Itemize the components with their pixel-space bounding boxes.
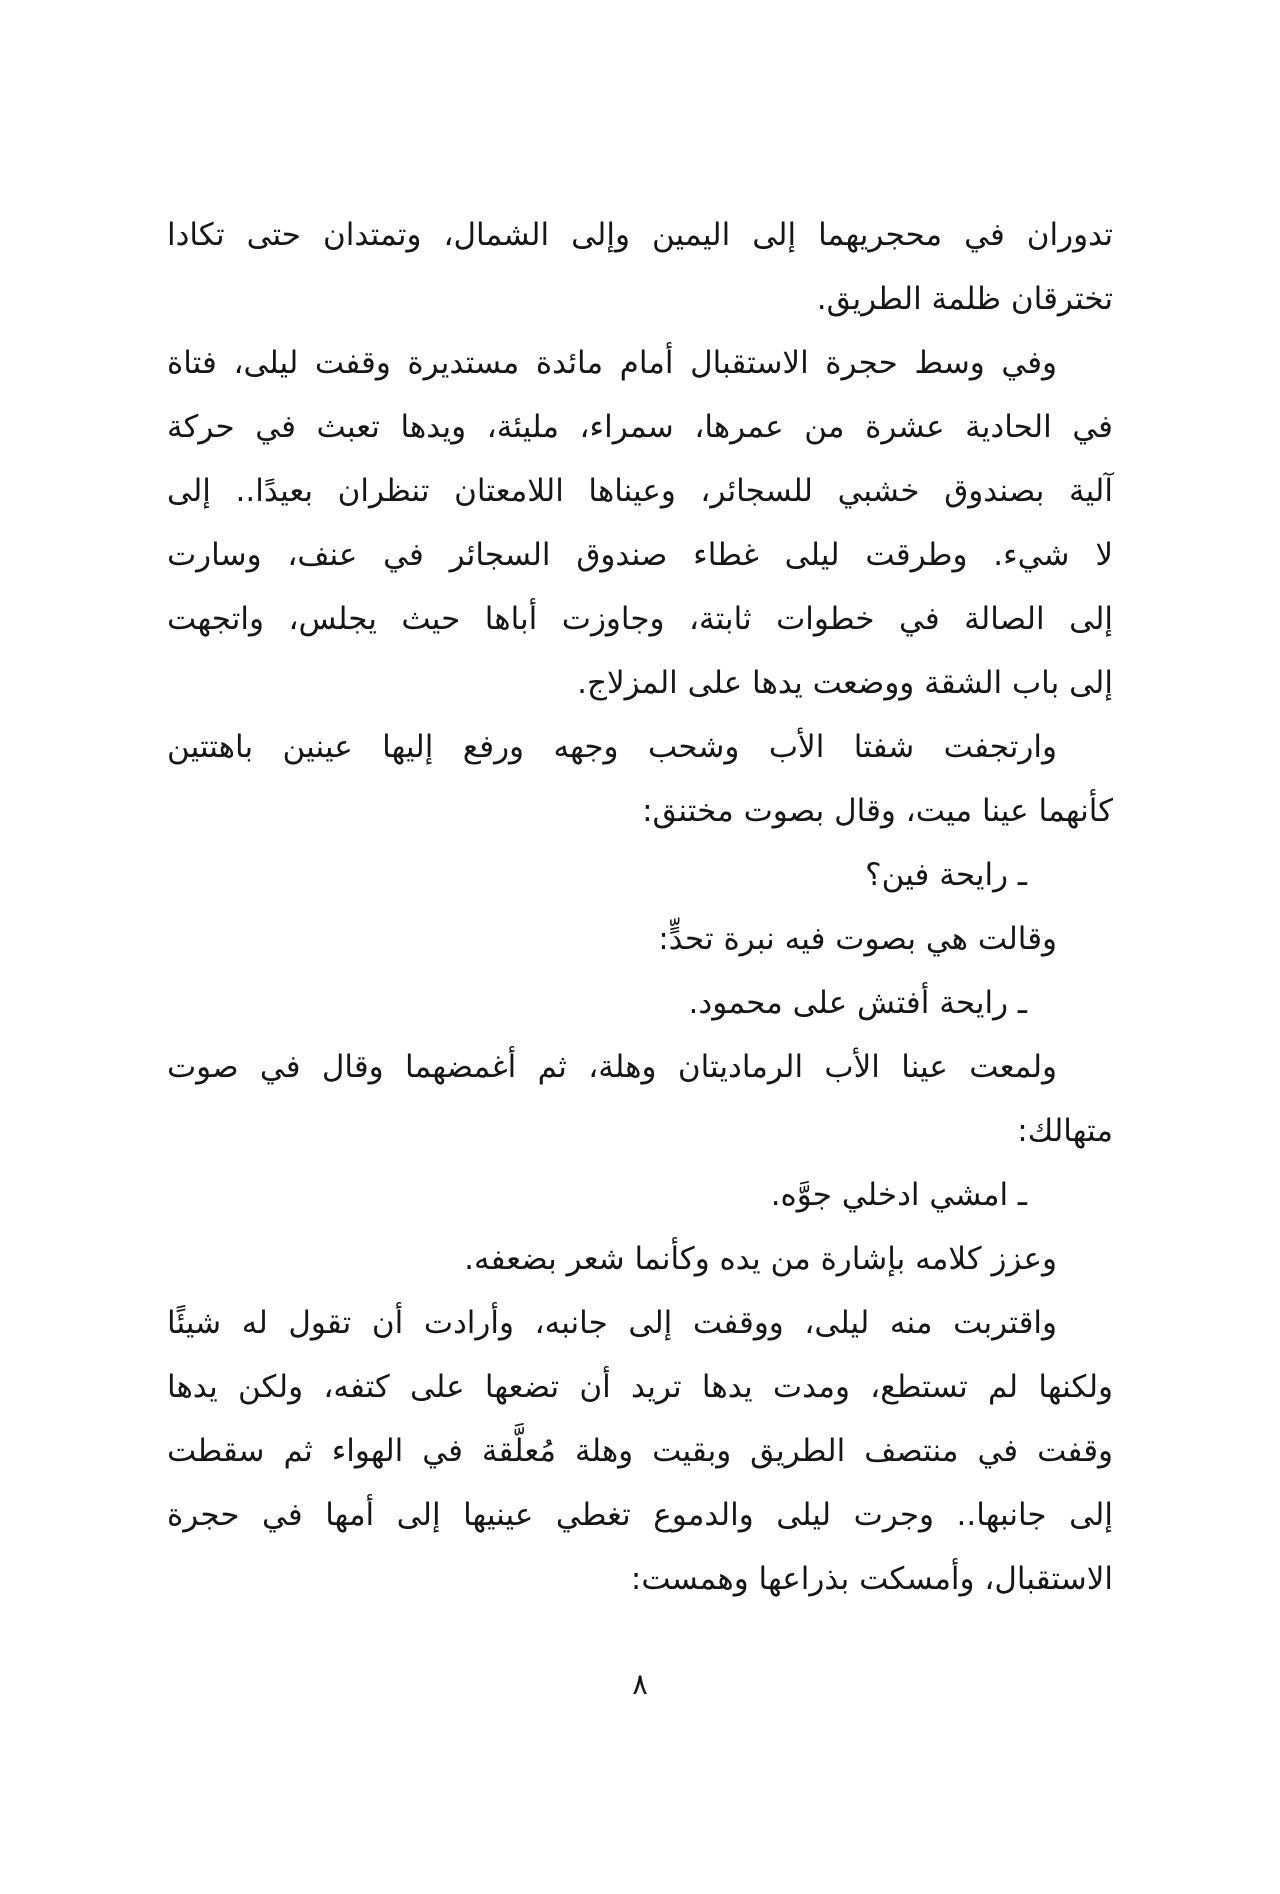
page-text [167,203,1113,1611]
text-line: تدوران في محجريهما إلى اليمين وإلى الشمال، وتمتدان حتى تكادا [167,217,1113,253]
text-line: وفي وسط حجرة الاستقبال أمام مائدة مستديرة وقفت ليلى، فتاة [167,345,1057,381]
text-line: وقالت هي بصوت فيه نبرة تحدٍّ: [658,921,1057,957]
text-line: في الحادية عشرة من عمرها، سمراء، مليئة، ويدها تعبث في حركة [167,409,1113,445]
text-line: متهالك: [1017,1113,1113,1149]
text-line: إلى باب الشقة ووضعت يدها على المزلاج. [577,665,1113,701]
text-line: ولمعت عينا الأب الرماديتان وهلة، ثم أغمضهما وقال في صوت [167,1049,1057,1085]
text-line: كأنهما عينا ميت، وقال بصوت مختنق: [642,793,1113,829]
text-line: تخترقان ظلمة الطريق. [816,281,1113,317]
text-line: وعزز كلامه بإشارة من يده وكأنما شعر بضعفه. [464,1241,1057,1277]
text-line: ـ رايحة أفتش على محمود. [688,985,1027,1021]
text-line: ـ رايحة فين؟ [865,857,1027,893]
text-line: وارتجفت شفتا الأب وشحب وجهه ورفع إليها عينين باهتتين [167,729,1057,765]
text-line: واقتربت منه ليلى، ووقفت إلى جانبه، وأرادت أن تقول له شيئًا [167,1305,1057,1341]
text-line: إلى جانبها.. وجرت ليلى والدموع تغطي عينيها إلى أمها في حجرة [167,1497,1113,1533]
text-line: آلية بصندوق خشبي للسجائر، وعيناها اللامعتان تنظران بعيدًا.. إلى [167,473,1113,509]
text-line: ولكنها لم تستطع، ومدت يدها تريد أن تضعها على كتفه، ولكن يدها [167,1369,1113,1405]
text-line: إلى الصالة في خطوات ثابتة، وجاوزت أباها حيث يجلس، واتجهت [167,601,1113,637]
text-line: ـ امشي ادخلي جوَّه. [770,1177,1027,1213]
text-line: وقفت في منتصف الطريق وبقيت وهلة مُعلَّقة في الهواء ثم سقطت [167,1433,1113,1469]
text-line: لا شيء. وطرقت ليلى غطاء صندوق السجائر في عنف، وسارت [167,537,1113,573]
page-number: ٨ [632,1667,648,1701]
text-line: الاستقبال، وأمسكت بذراعها وهمست: [630,1561,1113,1597]
